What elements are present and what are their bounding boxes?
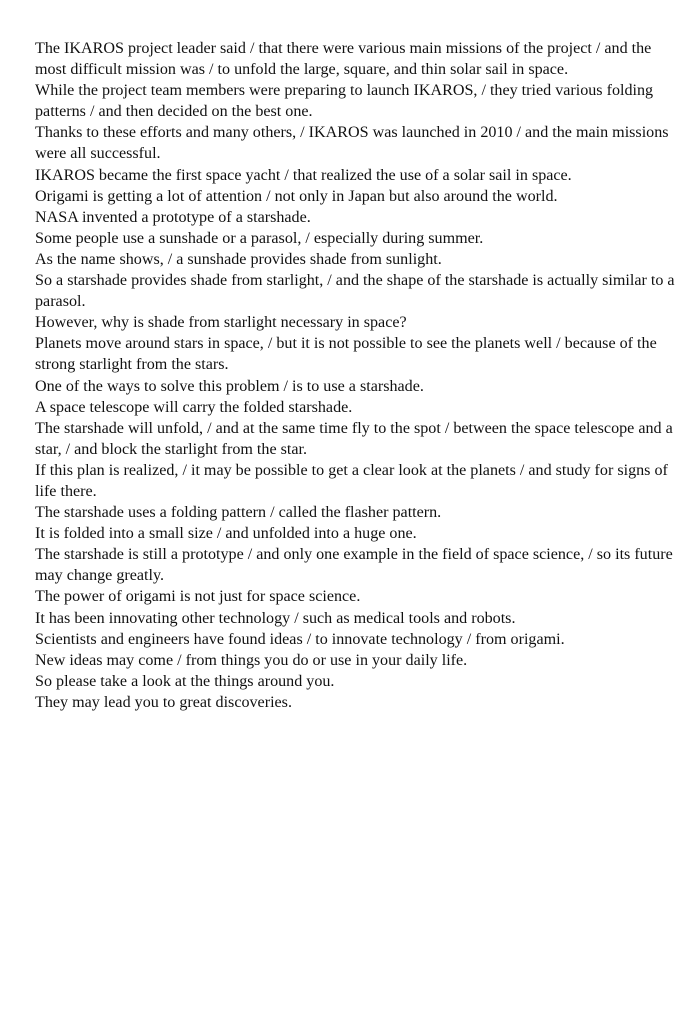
sentence-14: The starshade will unfold, / and at the same time fly to the spot / between the space telescope and a star, / and block the starlight from the star. [35, 419, 673, 458]
sentence-1: The IKAROS project leader said / that there were various main missions of the project / and the most difficult mission was / to unfold the large, square, and thin solar sail in space. [35, 40, 652, 79]
sentence-2: While the project team members were preparing to launch IKAROS, / they tried various folding patterns / and then decided on the best one. [35, 82, 654, 121]
sentence-23: So please take a look at the things around you. [35, 672, 335, 690]
sentence-9: So a starshade provides shade from starlight, / and the shape of the starshade is actually similar to a parasol. [35, 272, 675, 311]
sentence-17: It is folded into a small size / and unfolded into a huge one. [35, 525, 417, 543]
sentence-19: The power of origami is not just for space science. [35, 588, 361, 606]
sentence-8: As the name shows, / a sunshade provides shade from sunlight. [35, 250, 442, 268]
sentence-20: It has been innovating other technology / such as medical tools and robots. [35, 609, 516, 627]
sentence-15: If this plan is realized, / it may be possible to get a clear look at the planets / and study for signs of life there. [35, 461, 668, 500]
sentence-16: The starshade uses a folding pattern / called the flasher pattern. [35, 504, 442, 522]
sentence-11: Planets move around stars in space, / but it is not possible to see the planets well / because of the strong starlight from the stars. [35, 335, 657, 374]
sentence-12: One of the ways to solve this problem / is to use a starshade. [35, 377, 424, 395]
sentence-7: Some people use a sunshade or a parasol, / especially during summer. [35, 229, 484, 247]
sentence-13: A space telescope will carry the folded starshade. [35, 398, 353, 416]
sentence-4: IKAROS became the first space yacht / that realized the use of a solar sail in space. [35, 166, 572, 184]
sentence-3: Thanks to these efforts and many others, / IKAROS was launched in 2010 / and the main missions were all successful. [35, 124, 669, 163]
sentence-5: Origami is getting a lot of attention / not only in Japan but also around the world. [35, 187, 558, 205]
sentence-22: New ideas may come / from things you do or use in your daily life. [35, 651, 468, 669]
sentence-24: They may lead you to great discoveries. [35, 693, 292, 711]
sentence-6: NASA invented a prototype of a starshade. [35, 208, 311, 226]
sentence-21: Scientists and engineers have found ideas / to innovate technology / from origami. [35, 630, 565, 648]
sentence-18: The starshade is still a prototype / and only one example in the field of space science, / so its future may change greatly. [35, 546, 673, 585]
document-body [35, 38, 675, 713]
sentence-10: However, why is shade from starlight necessary in space? [35, 314, 407, 332]
